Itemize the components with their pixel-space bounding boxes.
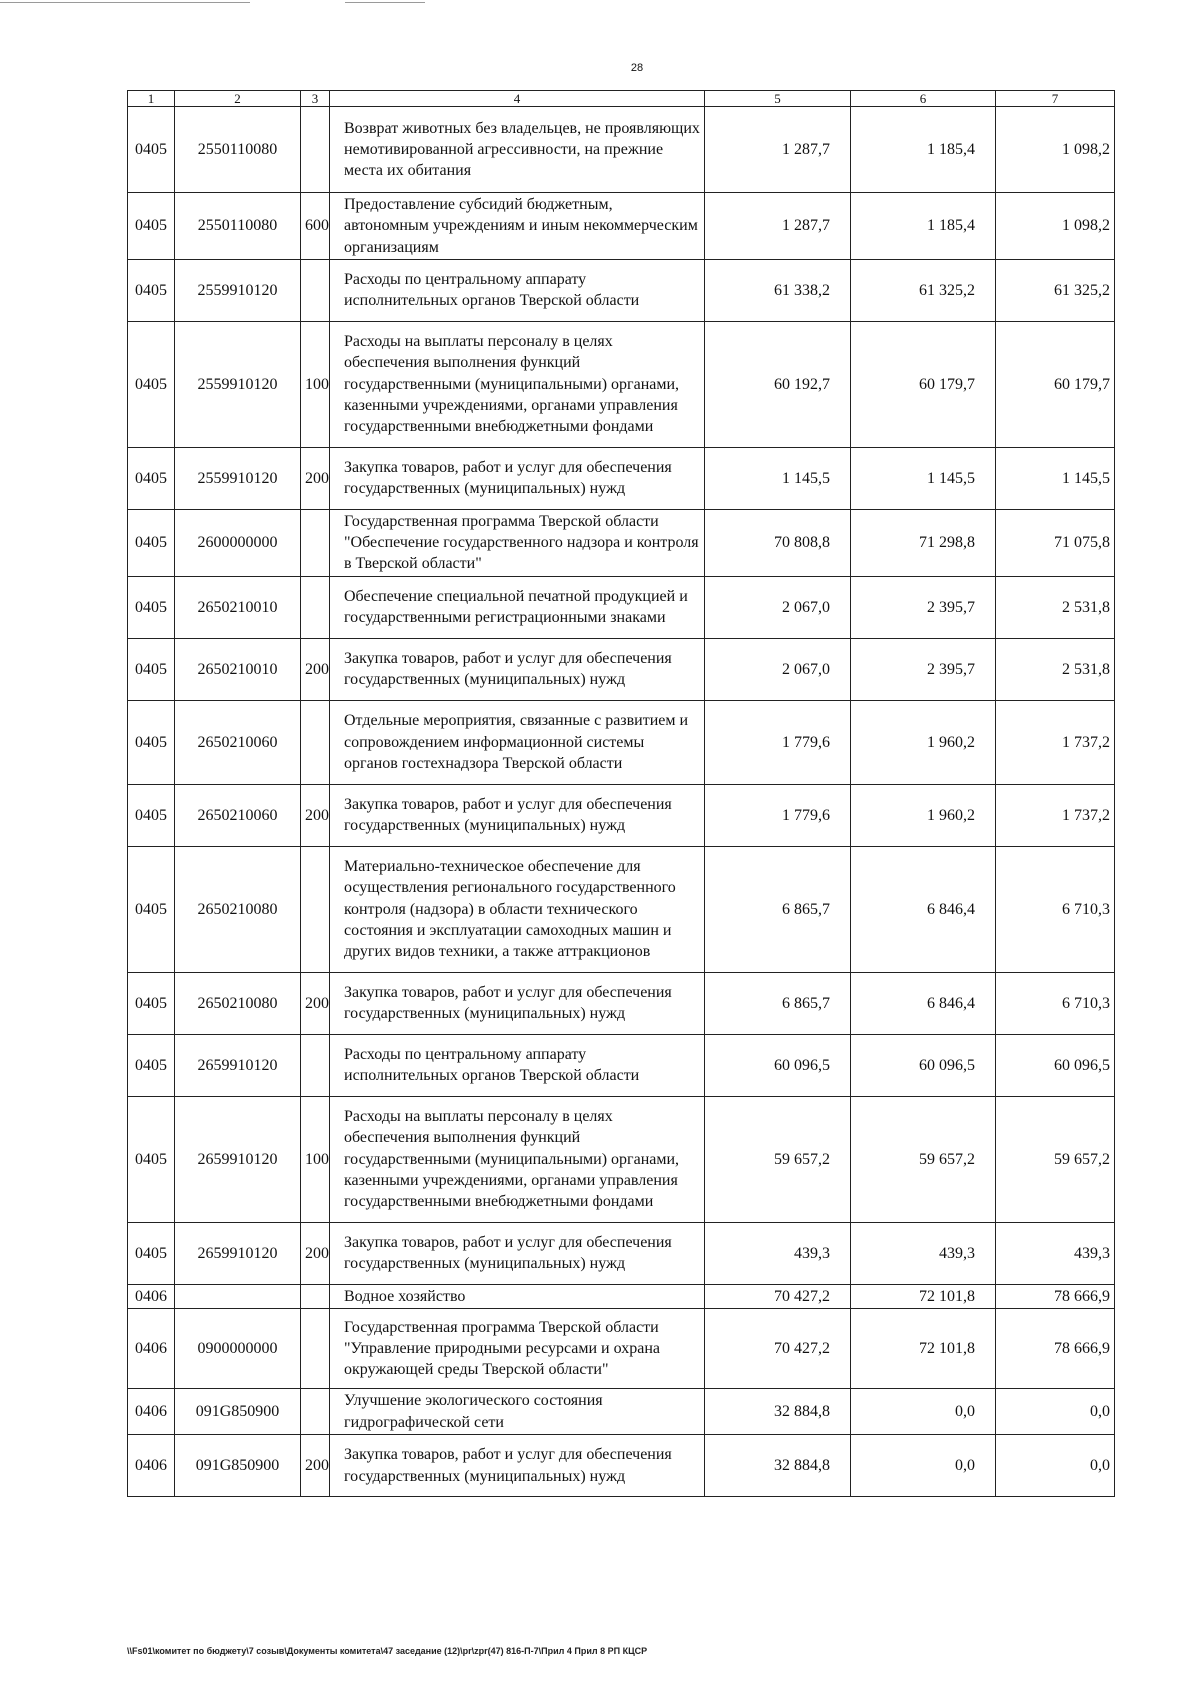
cell-col-6: 6 846,4 xyxy=(851,972,996,1034)
cell-col-7: 59 657,2 xyxy=(996,1096,1115,1222)
cell-col-1: 0405 xyxy=(128,1034,175,1096)
cell-col-2: 2650210060 xyxy=(175,700,301,784)
table-row xyxy=(128,1284,1115,1308)
cell-col-1: 0405 xyxy=(128,784,175,846)
cell-col-6: 0,0 xyxy=(851,1389,996,1435)
cell-col-3 xyxy=(301,576,330,638)
cell-col-2: 091G850900 xyxy=(175,1389,301,1435)
cell-col-3 xyxy=(301,1309,330,1389)
table-row xyxy=(128,107,1115,193)
table-row xyxy=(128,259,1115,321)
cell-col-2: 2550110080 xyxy=(175,107,301,193)
cell-col-6: 1 145,5 xyxy=(851,447,996,509)
cell-col-1: 0405 xyxy=(128,193,175,260)
cell-col-2: 091G850900 xyxy=(175,1435,301,1497)
cell-col-6: 1 960,2 xyxy=(851,784,996,846)
cell-col-2: 2559910120 xyxy=(175,259,301,321)
cell-col-7: 2 531,8 xyxy=(996,576,1115,638)
cell-col-5: 2 067,0 xyxy=(705,638,851,700)
cell-col-3 xyxy=(301,1284,330,1308)
cell-col-2: 2650210080 xyxy=(175,972,301,1034)
cell-col-7: 60 096,5 xyxy=(996,1034,1115,1096)
cell-col-5: 70 427,2 xyxy=(705,1284,851,1308)
cell-col-2 xyxy=(175,1284,301,1308)
cell-col-7: 6 710,3 xyxy=(996,846,1115,972)
cell-col-4: Расходы на выплаты персоналу в целях обеспечения выполнения функций государственными (муниципальными) органами, казенными учреждениями, органами управления государственными внебюджетными фондами xyxy=(330,1096,705,1222)
cell-col-7: 78 666,9 xyxy=(996,1309,1115,1389)
table-row xyxy=(128,1389,1115,1435)
cell-col-4: Обеспечение специальной печатной продукцией и государственными регистрационными знаками xyxy=(330,576,705,638)
cell-col-3: 200 xyxy=(301,638,330,700)
cell-col-7: 1 737,2 xyxy=(996,700,1115,784)
cell-col-6: 2 395,7 xyxy=(851,638,996,700)
cell-col-3 xyxy=(301,259,330,321)
cell-col-5: 32 884,8 xyxy=(705,1435,851,1497)
cell-col-3: 200 xyxy=(301,447,330,509)
cell-col-7: 61 325,2 xyxy=(996,259,1115,321)
cell-col-7: 0,0 xyxy=(996,1435,1115,1497)
cell-col-3: 200 xyxy=(301,784,330,846)
cell-col-2: 2550110080 xyxy=(175,193,301,260)
cell-col-3 xyxy=(301,846,330,972)
cell-col-1: 0405 xyxy=(128,1222,175,1284)
cell-col-7: 0,0 xyxy=(996,1389,1115,1435)
cell-col-1: 0405 xyxy=(128,259,175,321)
cell-col-1: 0405 xyxy=(128,700,175,784)
scan-artifact-line xyxy=(0,2,250,3)
cell-col-5: 70 427,2 xyxy=(705,1309,851,1389)
cell-col-4: Государственная программа Тверской области "Управление природными ресурсами и охрана окружающей среды Тверской области" xyxy=(330,1309,705,1389)
cell-col-7: 78 666,9 xyxy=(996,1284,1115,1308)
cell-col-5: 59 657,2 xyxy=(705,1096,851,1222)
table-row xyxy=(128,447,1115,509)
cell-col-7: 1 145,5 xyxy=(996,447,1115,509)
cell-col-4: Закупка товаров, работ и услуг для обеспечения государственных (муниципальных) нужд xyxy=(330,638,705,700)
cell-col-1: 0405 xyxy=(128,509,175,576)
cell-col-4: Материально-техническое обеспечение для осуществления регионального государственного контроля (надзора) в области технического состояния и эксплуатации самоходных машин и других видов техники, а также аттракционов xyxy=(330,846,705,972)
cell-col-1: 0405 xyxy=(128,447,175,509)
header-cell: 6 xyxy=(851,91,996,107)
cell-col-4: Водное хозяйство xyxy=(330,1284,705,1308)
cell-col-5: 2 067,0 xyxy=(705,576,851,638)
cell-col-4: Возврат животных без владельцев, не проявляющих немотивированной агрессивности, на прежние места их обитания xyxy=(330,107,705,193)
table-row xyxy=(128,1435,1115,1497)
cell-col-7: 6 710,3 xyxy=(996,972,1115,1034)
cell-col-1: 0405 xyxy=(128,972,175,1034)
cell-col-5: 439,3 xyxy=(705,1222,851,1284)
cell-col-5: 60 096,5 xyxy=(705,1034,851,1096)
cell-col-1: 0406 xyxy=(128,1389,175,1435)
header-cell: 5 xyxy=(705,91,851,107)
header-cell: 2 xyxy=(175,91,301,107)
cell-col-6: 1 185,4 xyxy=(851,107,996,193)
cell-col-1: 0406 xyxy=(128,1435,175,1497)
cell-col-7: 1 098,2 xyxy=(996,107,1115,193)
cell-col-5: 6 865,7 xyxy=(705,846,851,972)
cell-col-6: 6 846,4 xyxy=(851,846,996,972)
table-row xyxy=(128,1096,1115,1222)
cell-col-2: 0900000000 xyxy=(175,1309,301,1389)
cell-col-2: 2650210060 xyxy=(175,784,301,846)
cell-col-3 xyxy=(301,700,330,784)
cell-col-3 xyxy=(301,107,330,193)
table-row xyxy=(128,700,1115,784)
header-cell: 3 xyxy=(301,91,330,107)
cell-col-2: 2659910120 xyxy=(175,1222,301,1284)
cell-col-2: 2659910120 xyxy=(175,1096,301,1222)
cell-col-3 xyxy=(301,1034,330,1096)
cell-col-3: 100 xyxy=(301,1096,330,1222)
cell-col-1: 0406 xyxy=(128,1309,175,1389)
scan-artifact-line xyxy=(345,2,425,3)
cell-col-4: Закупка товаров, работ и услуг для обеспечения государственных (муниципальных) нужд xyxy=(330,1435,705,1497)
cell-col-5: 60 192,7 xyxy=(705,321,851,447)
cell-col-4: Государственная программа Тверской области "Обеспечение государственного надзора и контроля в Тверской области" xyxy=(330,509,705,576)
cell-col-4: Закупка товаров, работ и услуг для обеспечения государственных (муниципальных) нужд xyxy=(330,1222,705,1284)
cell-col-7: 60 179,7 xyxy=(996,321,1115,447)
table-row xyxy=(128,638,1115,700)
cell-col-5: 6 865,7 xyxy=(705,972,851,1034)
cell-col-7: 439,3 xyxy=(996,1222,1115,1284)
cell-col-7: 2 531,8 xyxy=(996,638,1115,700)
cell-col-6: 72 101,8 xyxy=(851,1284,996,1308)
cell-col-1: 0405 xyxy=(128,846,175,972)
table-row xyxy=(128,972,1115,1034)
cell-col-2: 2659910120 xyxy=(175,1034,301,1096)
cell-col-4: Закупка товаров, работ и услуг для обеспечения государственных (муниципальных) нужд xyxy=(330,447,705,509)
cell-col-4: Улучшение экологического состояния гидрографической сети xyxy=(330,1389,705,1435)
cell-col-6: 0,0 xyxy=(851,1435,996,1497)
cell-col-3: 600 xyxy=(301,193,330,260)
cell-col-6: 72 101,8 xyxy=(851,1309,996,1389)
cell-col-1: 0405 xyxy=(128,321,175,447)
cell-col-4: Закупка товаров, работ и услуг для обеспечения государственных (муниципальных) нужд xyxy=(330,784,705,846)
cell-col-6: 61 325,2 xyxy=(851,259,996,321)
cell-col-2: 2650210010 xyxy=(175,576,301,638)
page-number: 28 xyxy=(630,62,644,74)
cell-col-6: 59 657,2 xyxy=(851,1096,996,1222)
cell-col-4: Расходы по центральному аппарату исполнительных органов Тверской области xyxy=(330,1034,705,1096)
cell-col-3: 200 xyxy=(301,1222,330,1284)
table-row xyxy=(128,576,1115,638)
cell-col-3: 200 xyxy=(301,1435,330,1497)
header-cell: 1 xyxy=(128,91,175,107)
table-row xyxy=(128,509,1115,576)
cell-col-6: 60 179,7 xyxy=(851,321,996,447)
table-row xyxy=(128,193,1115,260)
cell-col-7: 1 737,2 xyxy=(996,784,1115,846)
file-path-footer: \\Fs01\комитет по бюджету\7 созыв\Документы комитета\47 заседание (12)\pr\zpr(47) 816-П-7\Прил 4 Прил 8 РП КЦСР xyxy=(127,1646,648,1656)
cell-col-5: 32 884,8 xyxy=(705,1389,851,1435)
cell-col-5: 70 808,8 xyxy=(705,509,851,576)
cell-col-5: 1 779,6 xyxy=(705,700,851,784)
table-row xyxy=(128,1309,1115,1389)
cell-col-6: 1 960,2 xyxy=(851,700,996,784)
table-row xyxy=(128,1034,1115,1096)
cell-col-6: 2 395,7 xyxy=(851,576,996,638)
cell-col-1: 0405 xyxy=(128,576,175,638)
cell-col-7: 1 098,2 xyxy=(996,193,1115,260)
budget-table xyxy=(127,90,1115,1497)
cell-col-2: 2559910120 xyxy=(175,321,301,447)
header-cell: 4 xyxy=(330,91,705,107)
cell-col-7: 71 075,8 xyxy=(996,509,1115,576)
cell-col-2: 2650210080 xyxy=(175,846,301,972)
cell-col-3: 100 xyxy=(301,321,330,447)
cell-col-4: Предоставление субсидий бюджетным, автономным учреждениям и иным некоммерческим организациям xyxy=(330,193,705,260)
cell-col-6: 71 298,8 xyxy=(851,509,996,576)
cell-col-5: 1 287,7 xyxy=(705,107,851,193)
table-row xyxy=(128,1222,1115,1284)
cell-col-3 xyxy=(301,509,330,576)
header-cell: 7 xyxy=(996,91,1115,107)
cell-col-4: Закупка товаров, работ и услуг для обеспечения государственных (муниципальных) нужд xyxy=(330,972,705,1034)
cell-col-1: 0405 xyxy=(128,638,175,700)
cell-col-2: 2559910120 xyxy=(175,447,301,509)
cell-col-5: 1 145,5 xyxy=(705,447,851,509)
cell-col-3: 200 xyxy=(301,972,330,1034)
cell-col-6: 1 185,4 xyxy=(851,193,996,260)
cell-col-2: 2600000000 xyxy=(175,509,301,576)
cell-col-5: 1 287,7 xyxy=(705,193,851,260)
cell-col-5: 1 779,6 xyxy=(705,784,851,846)
cell-col-2: 2650210010 xyxy=(175,638,301,700)
cell-col-4: Расходы по центральному аппарату исполнительных органов Тверской области xyxy=(330,259,705,321)
column-number-header xyxy=(128,91,1115,107)
cell-col-1: 0405 xyxy=(128,1096,175,1222)
cell-col-4: Расходы на выплаты персоналу в целях обеспечения выполнения функций государственными (муниципальными) органами, казенными учреждениями, органами управления государственными внебюджетными фондами xyxy=(330,321,705,447)
cell-col-3 xyxy=(301,1389,330,1435)
table-row xyxy=(128,846,1115,972)
table-row xyxy=(128,321,1115,447)
cell-col-4: Отдельные мероприятия, связанные с развитием и сопровождением информационной системы органов гостехнадзора Тверской области xyxy=(330,700,705,784)
cell-col-5: 61 338,2 xyxy=(705,259,851,321)
cell-col-1: 0406 xyxy=(128,1284,175,1308)
cell-col-1: 0405 xyxy=(128,107,175,193)
table-row xyxy=(128,784,1115,846)
cell-col-6: 60 096,5 xyxy=(851,1034,996,1096)
cell-col-6: 439,3 xyxy=(851,1222,996,1284)
